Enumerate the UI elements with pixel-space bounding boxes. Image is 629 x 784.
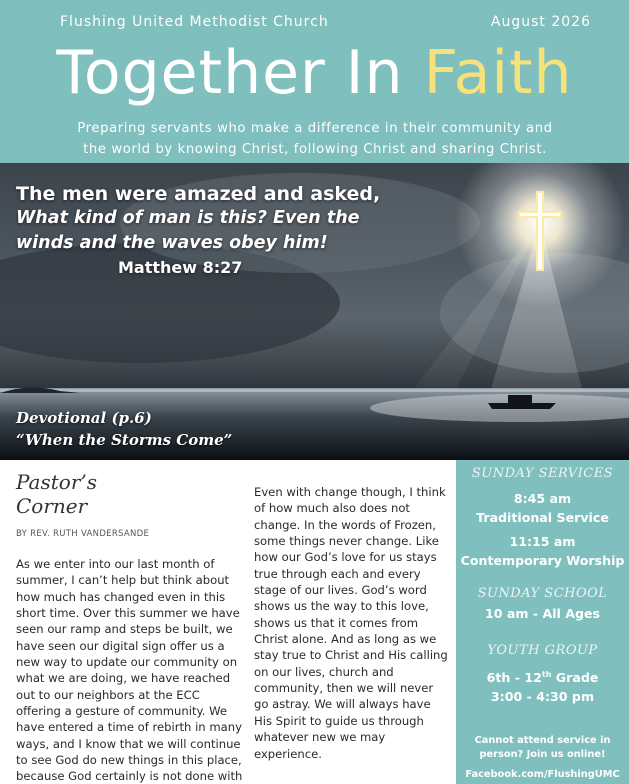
- text-line: ways, and I know that we will continue: [16, 736, 241, 751]
- facebook-link[interactable]: Facebook.com/FlushingUMC: [465, 769, 620, 780]
- service-name: Traditional Service: [476, 510, 609, 525]
- verse-line: What kind of man is this? Even the: [16, 208, 360, 228]
- text-line: seen our ramp and steps be built, we: [16, 622, 233, 637]
- text-line: His Spirit to guide us through: [254, 713, 424, 728]
- mission-line: the world by knowing Christ, following Christ and sharing Christ.: [83, 142, 547, 157]
- article-column-1: [16, 556, 248, 784]
- mission-statement: [20, 118, 610, 160]
- text-line: summer, I can’t help but think about: [16, 573, 230, 588]
- hero-image-storm-sea: [0, 163, 629, 460]
- youth-time: 3:00 - 4:30 pm: [490, 689, 595, 704]
- text-line: go astray. We will always have: [254, 697, 431, 712]
- verse-reference: Matthew 8:27: [118, 258, 243, 277]
- text-line: some things never change. Like: [254, 534, 439, 549]
- service-name: Contemporary Worship: [460, 553, 625, 568]
- author-byline: BY REV. RUTH VANDERSANDE: [16, 529, 150, 539]
- schedule-sidebar: [456, 460, 629, 784]
- text-line: whatever new we may: [254, 730, 386, 745]
- online-note-line: Cannot attend service in: [474, 735, 611, 746]
- text-line: true through each and every: [254, 566, 421, 581]
- verse-line: winds and the waves obey him!: [16, 233, 328, 253]
- devotional-label: Devotional (p.6): [16, 409, 152, 427]
- text-line: have seen our digital sign offer us a: [16, 638, 225, 653]
- text-line: Even with change though, I think: [254, 485, 446, 499]
- text-line: have entered a time of rebirth in many: [16, 720, 242, 735]
- text-line: shows us the way to this love,: [254, 599, 429, 614]
- online-note-line: person? Join us online!: [479, 749, 606, 760]
- boat-cabin: [508, 395, 532, 403]
- text-line: Christ alone. And as long as we: [254, 632, 437, 647]
- church-name: Flushing United Methodist Church: [60, 14, 329, 30]
- text-line: short time. Over this summer we have: [16, 606, 240, 621]
- text-line: to see God do new things in this place,: [16, 753, 242, 768]
- text-line: As we enter into our last month of: [16, 557, 215, 571]
- title-line: Corner: [16, 494, 88, 518]
- service-time: 11:15 am: [509, 534, 576, 549]
- text-line: stay true to Christ and His calling: [254, 648, 448, 663]
- devotional-title: “When the Storms Come”: [16, 431, 233, 449]
- section-title-pastors-corner: [16, 470, 156, 518]
- sunday-school-detail: 10 am - All Ages: [484, 606, 601, 621]
- article-column-2: [254, 484, 450, 762]
- newsletter-title: [0, 38, 629, 108]
- text-line: shows us that it comes from: [254, 615, 419, 630]
- youth-grades-sup: th: [541, 670, 552, 679]
- boat-icon: [488, 403, 556, 409]
- text-line: of how much also does not: [254, 501, 410, 516]
- title-part-faith: Faith: [423, 38, 573, 108]
- text-line: change. In the words of Frozen,: [254, 517, 436, 532]
- youth-grades-end: Grade: [551, 670, 599, 686]
- newsletter-header: [0, 0, 629, 163]
- horizon-line: [0, 389, 629, 392]
- title-line: Pastor’s: [16, 470, 98, 494]
- text-line: community, then we will never: [254, 681, 434, 696]
- service-time: 8:45 am: [513, 491, 572, 506]
- verse-line: The men were amazed and asked,: [16, 183, 381, 205]
- text-line: experience.: [254, 746, 322, 761]
- text-line: how our God’s love for us stays: [254, 550, 437, 565]
- text-line: offering a gesture of community. We: [16, 704, 228, 719]
- issue-date: August 2026: [490, 14, 591, 30]
- text-line: new way to update our community on: [16, 655, 238, 670]
- youth-group-heading: YOUTH GROUP: [487, 643, 598, 658]
- text-line: how much has changed even in this: [16, 589, 226, 604]
- sunday-services-heading: SUNDAY SERVICES: [471, 466, 614, 481]
- title-part-together-in: Together In: [56, 38, 424, 108]
- sunday-school-heading: SUNDAY SCHOOL: [477, 586, 608, 601]
- text-line: what we are doing, we have reached: [16, 671, 231, 686]
- youth-grades: [456, 670, 629, 685]
- text-line: out to our neighbors at the ECC: [16, 687, 200, 702]
- text-line: stage of our lives. God’s word: [254, 583, 427, 598]
- youth-grades-start: 6th - 12: [486, 670, 542, 686]
- mission-line: Preparing servants who make a difference in their community and: [77, 121, 553, 136]
- text-line: because God certainly is not done with: [16, 769, 243, 784]
- text-line: on our lives, church and: [254, 664, 394, 679]
